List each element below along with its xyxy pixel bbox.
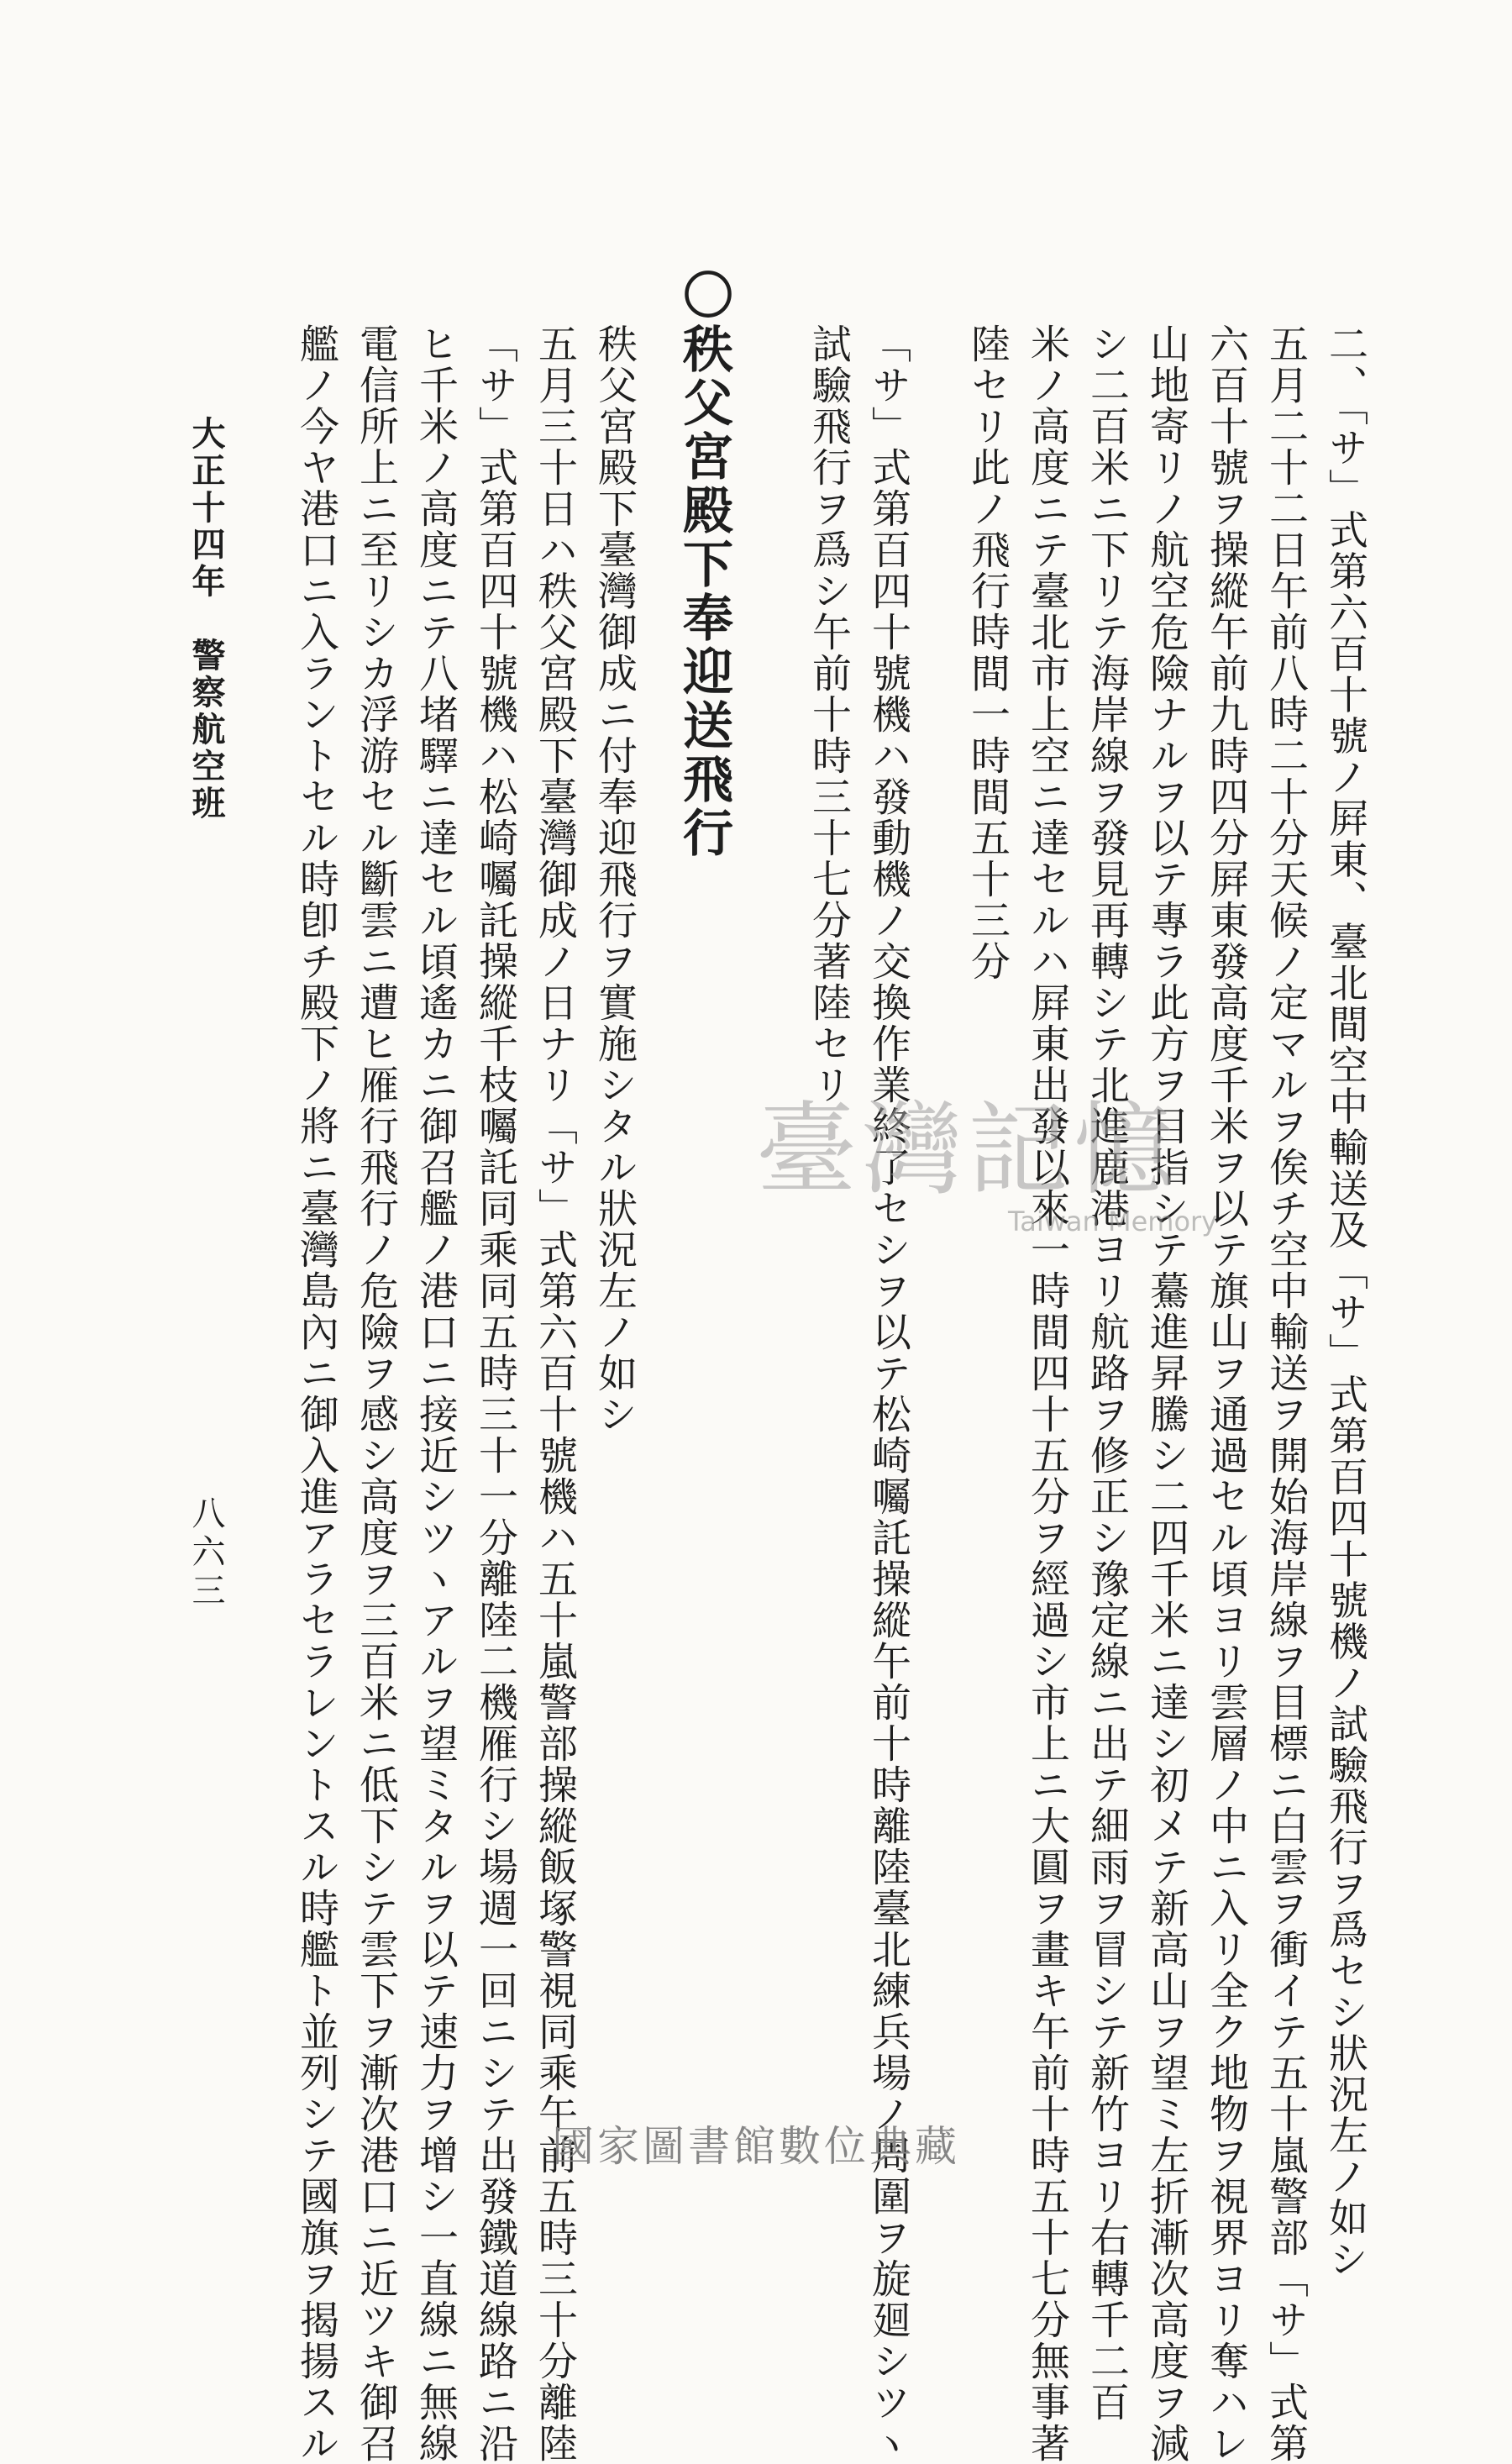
text-line-4: 山地寄リノ航空危險ナルヲ以テ專ラ此方ヲ目指シテ驀進昇騰シ二四千米ニ達シ初メテ新高山ヲ望ミ左折漸次高度ヲ減	[1143, 323, 1189, 2464]
text-line-7: 陸セリ此ノ飛行時間一時間五十三分	[964, 323, 1011, 982]
page-number: 八六三	[186, 1495, 225, 1611]
text-line-11: 五月三十日ハ秩父宮殿下臺灣御成ノ日ナリ「サ」式第六百十號機ハ五十嵐警部操縱飯塚警視同乘午前五時三十分離陸	[532, 323, 578, 2464]
text-line-6: 米ノ高度ニテ臺北市上空ニ達セルハ屛東出發以來一時間四十五分ヲ經過シ市上ニ大圓ヲ畫キ午前十時五十七分無事著	[1024, 323, 1070, 2464]
library-footer: 國家圖書館數位典藏	[552, 2122, 960, 2171]
text-line-2: 五月二十二日午前八時二十分天候ノ定マルヲ俟チ空中輸送ヲ開始海岸線ヲ目標ニ白雲ヲ衝イテ五十嵐警部「サ」式第	[1263, 323, 1309, 2464]
text-line-5: シ二百米ニ下リテ海岸線ヲ發見再轉シテ北進鹿港ヨリ航路ヲ修正シ豫定線ニ出テ細雨ヲ冒シテ新竹ヨリ右轉千二百	[1084, 323, 1130, 2423]
text-line-15: 艦ノ今ヤ港口ニ入ラントセル時卽チ殿下ノ將ニ臺灣島內ニ御入進アラセラレントスル時艦ト並列シテ國旗ヲ揭揚スル	[293, 323, 339, 2464]
section-heading: 〇秩父宮殿下奉迎送飛行	[675, 269, 733, 860]
text-line-14: 電信所上ニ至リシカ浮游セル斷雲ニ遭ヒ雁行飛行ノ危險ヲ感シ高度ヲ三百米ニ低下シテ雲下ヲ漸次港口ニ近ツキ御召	[353, 323, 399, 2464]
text-line-3: 六百十號ヲ操縱午前九時四分屛東發高度千米ヲ以テ旗山ヲ通過セル頃ヨリ雲層ノ中ニ入リ全ク地物ヲ視界ヨリ奪ハレ	[1203, 323, 1249, 2464]
text-line-9: 試驗飛行ヲ爲シ午前十時三十七分著陸セリ	[806, 323, 852, 1106]
watermark-text: 臺灣記憶	[756, 1092, 1179, 1209]
text-line-12: 「サ」式第百四十號機ハ松崎囑託操縱千枝囑託同乘同五時三十一分離陸二機雁行シ場週一回ニシテ出發鐵道線路ニ沿	[472, 323, 518, 2464]
running-footer: 大正十四年 警察航空班	[186, 416, 226, 822]
text-line-13: ヒ千米ノ高度ニテ八堵驛ニ達セル頃遙カニ御召艦ノ港口ニ接近シツヽアルヲ望ミタルヲ以テ速力ヲ增シ一直線ニ無線	[412, 323, 459, 2464]
text-line-10: 秩父宮殿下臺灣御成ニ付奉迎飛行ヲ實施シタル狀況左ノ如シ	[591, 323, 638, 1435]
watermark-subtext: Taiwan Memory	[1008, 1206, 1218, 1237]
text-line-8: 「サ」式第百四十號機ハ發動機ノ交換作業終了セシヲ以テ松崎囑託操縱午前十時離陸臺北練兵場ノ周圍ヲ旋廻シツヽ	[865, 323, 911, 2464]
text-line-1: 二、「サ」式第六百十號ノ屛東、臺北間空中輸送及「サ」式第百四十號機ノ試驗飛行ヲ爲セシ狀況左ノ如シ	[1322, 323, 1368, 2280]
